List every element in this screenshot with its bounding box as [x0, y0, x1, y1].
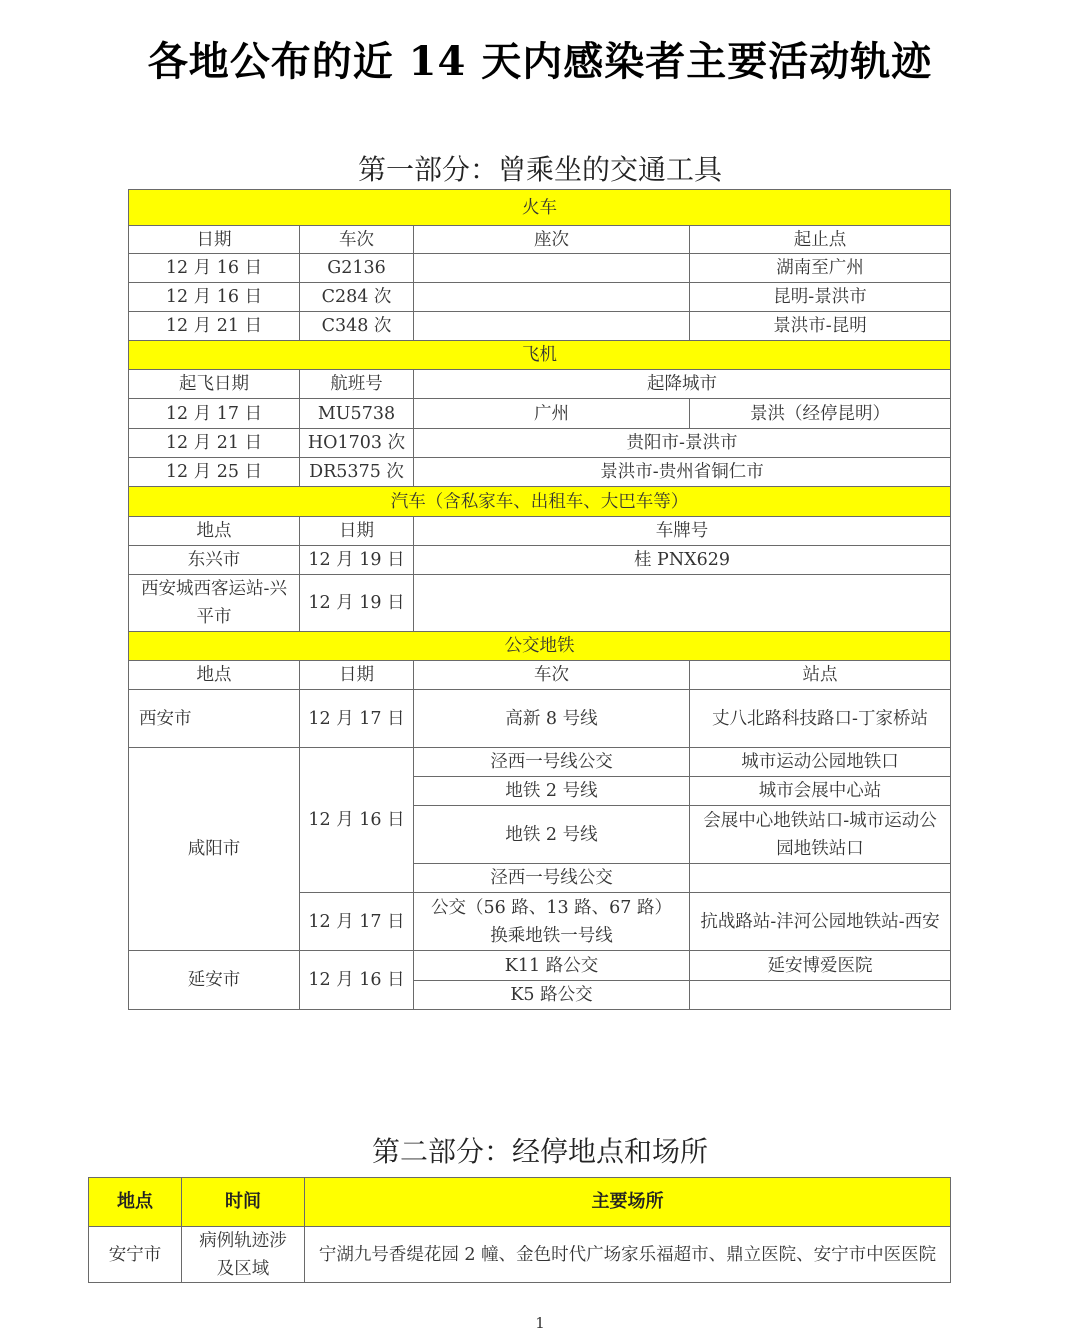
train-row-seat	[413, 282, 690, 312]
plane-row-date: 12 月 17 日	[128, 398, 300, 429]
page-number: 1	[535, 1314, 545, 1332]
plane-header-flight: 航班号	[299, 369, 414, 399]
car-header-date: 日期	[299, 516, 414, 546]
train-row-date: 12 月 16 日	[128, 282, 300, 312]
bus-stop: 会展中心地铁站口-城市运动公园地铁站口	[689, 805, 951, 864]
venues-row-venues: 宁湖九号香缇花园 2 幢、金色时代广场家乐福超市、鼎立医院、安宁市中医医院	[304, 1226, 951, 1283]
plane-row-date: 12 月 25 日	[128, 457, 300, 487]
part2-title: 第二部分：经停地点和场所	[371, 1135, 708, 1168]
bus-stop: 丈八北路科技路口-丁家桥站	[689, 689, 951, 748]
train-row-route: 湖南至广州	[689, 253, 951, 283]
train-row-seat	[413, 311, 690, 341]
bus-header-date: 日期	[299, 660, 414, 690]
plane-row-flight: HO1703 次	[299, 428, 414, 458]
train-band: 火车	[128, 189, 951, 226]
bus-line: 高新 8 号线	[413, 689, 690, 748]
plane-row-flight: MU5738	[299, 398, 414, 429]
train-row-date: 12 月 21 日	[128, 311, 300, 341]
bus-stop: 延安博爱医院	[689, 950, 951, 981]
plane-header-date: 起飞日期	[128, 369, 300, 399]
bus-line: 地铁 2 号线	[413, 805, 690, 864]
document-title: 各地公布的近 14 天内感染者主要活动轨迹	[147, 38, 933, 85]
train-header-seat: 座次	[413, 225, 690, 254]
bus-header-place: 地点	[128, 660, 300, 690]
train-row-number: G2136	[299, 253, 414, 283]
bus-line: K5 路公交	[413, 980, 690, 1010]
plane-row-to: 景洪（经停昆明）	[689, 398, 951, 429]
train-row-route: 昆明-景洪市	[689, 282, 951, 312]
bus-stop: 城市会展中心站	[689, 776, 951, 806]
plane-row-flight: DR5375 次	[299, 457, 414, 487]
bus-date: 12 月 17 日	[299, 892, 414, 951]
bus-place-xianyang: 咸阳市	[128, 747, 300, 951]
car-row-date: 12 月 19 日	[299, 545, 414, 575]
train-row-number: C284 次	[299, 282, 414, 312]
car-row-place: 东兴市	[128, 545, 300, 575]
bus-place-yanan: 延安市	[128, 950, 300, 1010]
bus-line: 公交（56 路、13 路、67 路）换乘地铁一号线	[413, 892, 690, 951]
bus-stop	[689, 980, 951, 1010]
bus-place-xian: 西安市	[128, 689, 300, 748]
bus-stop: 城市运动公园地铁口	[689, 747, 951, 777]
bus-header-line: 车次	[413, 660, 690, 690]
part1-title: 第一部分：曾乘坐的交通工具	[357, 153, 722, 186]
car-row-place: 西安城西客运站-兴平市	[128, 574, 300, 632]
bus-date: 12 月 16 日	[299, 950, 414, 1010]
bus-line: 地铁 2 号线	[413, 776, 690, 806]
train-row-seat	[413, 253, 690, 283]
train-header-date: 日期	[128, 225, 300, 254]
car-row-plate: 桂 PNX629	[413, 545, 951, 575]
bus-stop: 抗战路站-沣河公园地铁站-西安	[689, 892, 951, 951]
plane-row-cities: 贵阳市-景洪市	[413, 428, 951, 458]
bus-line: K11 路公交	[413, 950, 690, 981]
bus-line: 泾西一号线公交	[413, 747, 690, 777]
venues-row-time: 病例轨迹涉及区域	[181, 1226, 305, 1283]
train-row-route: 景洪市-昆明	[689, 311, 951, 341]
bus-header-stop: 站点	[689, 660, 951, 690]
venues-header-place: 地点	[88, 1177, 182, 1227]
car-row-date: 12 月 19 日	[299, 574, 414, 632]
plane-row-from: 广州	[413, 398, 690, 429]
car-header-place: 地点	[128, 516, 300, 546]
plane-band: 飞机	[128, 340, 951, 370]
train-header-number: 车次	[299, 225, 414, 254]
bus-line: 泾西一号线公交	[413, 863, 690, 893]
car-band: 汽车（含私家车、出租车、大巴车等）	[128, 486, 951, 517]
train-header-route: 起止点	[689, 225, 951, 254]
venues-header-main: 主要场所	[304, 1177, 951, 1227]
bus-date: 12 月 16 日	[299, 747, 414, 893]
plane-row-date: 12 月 21 日	[128, 428, 300, 458]
bus-stop	[689, 863, 951, 893]
bus-date: 12 月 17 日	[299, 689, 414, 748]
venues-header-time: 时间	[181, 1177, 305, 1227]
train-row-number: C348 次	[299, 311, 414, 341]
plane-header-cities: 起降城市	[413, 369, 951, 399]
car-header-plate: 车牌号	[413, 516, 951, 546]
venues-row-place: 安宁市	[88, 1226, 182, 1283]
plane-row-cities: 景洪市-贵州省铜仁市	[413, 457, 951, 487]
car-row-plate	[413, 574, 951, 632]
bus-metro-band: 公交地铁	[128, 631, 951, 661]
train-row-date: 12 月 16 日	[128, 253, 300, 283]
